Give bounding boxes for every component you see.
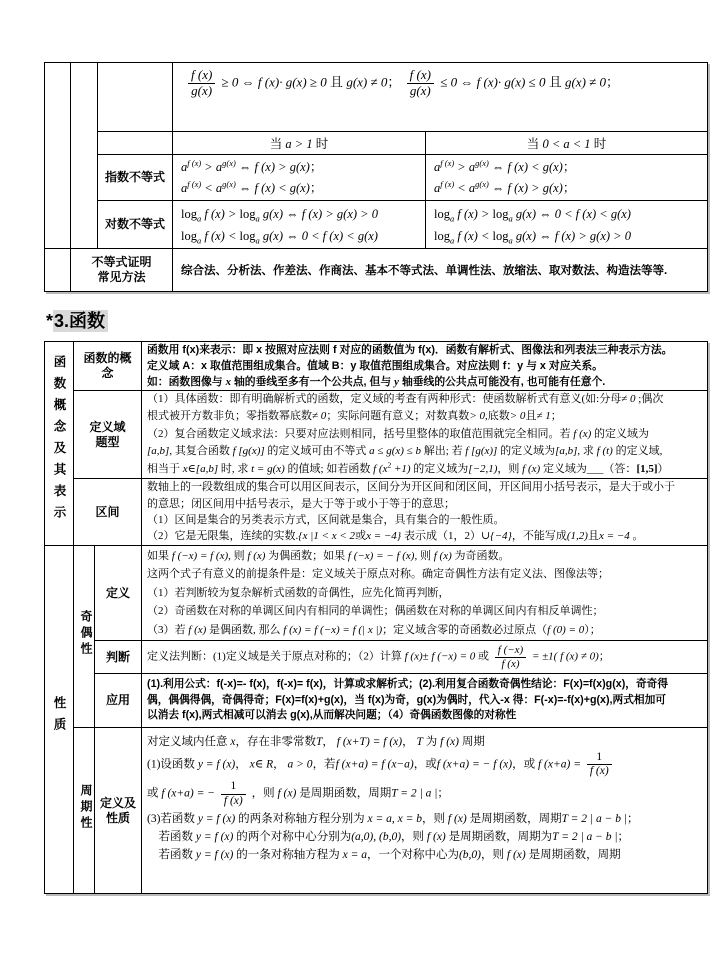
- concept-group-cell: [45, 342, 74, 546]
- interval-label: 区间: [74, 479, 142, 546]
- text-line: （1）区间是集合的另类表示方式，区间就是集合，具有集合的一般性质。: [147, 514, 505, 527]
- math-text: g(x): [409, 82, 431, 98]
- math-text: g(x): [222, 178, 236, 189]
- text-line: 不等式证明: [91, 255, 152, 269]
- text-line: 偶，偶偶得偶，奇偶得奇；F(x)=f(x)+g(x)，当 f(x)为奇，g(x)为偶时，代入-x 得：F(-x)=-f(x)+g(x),两式相加可: [147, 693, 666, 706]
- text-line: 或 f (x+a) = − $\frac{1}{f (x)}$ ，则 f (x) 是周期函数，周期T = 2 | a |；: [147, 780, 449, 807]
- math-text: a: [255, 235, 260, 245]
- logarithmic-inequality-label: 对数不等式: [98, 201, 173, 249]
- math-text: f (x+a) =: [537, 758, 584, 771]
- concept-group-label: 函数概念及其表示: [52, 355, 66, 528]
- text-line: 定义域 A：x 取值范围组成集合。值域 B：y 取值范围组成集合。对应法则 f：y 与 x 对应关系。: [147, 360, 603, 372]
- text-line: 的意思；闭区间用中括号表示，是大于等于或小于等于的意思；: [147, 497, 456, 510]
- math-text: f (x): [409, 67, 431, 82]
- concept-label: 函数的概念: [74, 342, 142, 391]
- math-text: ⇔ f (x) < g(x): [488, 159, 563, 174]
- math-text: > a: [201, 159, 223, 174]
- math-text: y: [394, 376, 399, 388]
- math-text: f (−x) = − f (x): [347, 550, 415, 563]
- fraction-denominator: [188, 84, 215, 99]
- exponential-left-cell: [173, 155, 426, 201]
- parity-definition-content: [142, 546, 708, 641]
- math-text: g(x): [475, 157, 489, 168]
- outer-spacer-cell-1: [45, 63, 71, 249]
- fraction: [495, 644, 526, 670]
- outer-spacer-cell-2: [71, 63, 98, 249]
- text-line: [434, 225, 703, 247]
- math-text: > a: [454, 159, 476, 174]
- math-text: ⇔ f (x) < g(x): [235, 180, 310, 195]
- fraction-numerator: [587, 751, 612, 765]
- text-line: （2）它是无限集，连续的实数.{x |1 < x < 2或x = −4} 表示成（1，2）∪{−4}，不能写成(1,2)且x = −4 。: [147, 530, 644, 543]
- parity-judge-row: [45, 641, 708, 674]
- math-text: 0 < a < 1: [539, 137, 594, 151]
- parity-judge-label: 判断: [95, 641, 142, 674]
- math-text: (b,0): [458, 848, 482, 861]
- period-row: [45, 728, 708, 894]
- math-text: f (x): [223, 794, 243, 807]
- period-group-cell: [74, 728, 95, 894]
- math-text: f (x)± f (−x) = 0: [404, 650, 476, 663]
- math-text: g(x) ⇔ 0 < f (x) < g(x): [512, 206, 631, 221]
- exponential-right-cell: [426, 155, 708, 201]
- math-text: a: [508, 235, 513, 245]
- math-text: f (x): [187, 178, 202, 189]
- concept-content: [142, 342, 708, 391]
- math-text: a: [181, 159, 188, 174]
- math-text: f (x): [440, 736, 459, 749]
- proof-methods-row: [45, 249, 708, 292]
- math-text: f (x): [426, 830, 446, 843]
- text-line: 如果 f (−x) = f (x), 则 f (x) 为偶函数；如果 f (−x) = − f (x), 则 f (x) 为奇函数。: [147, 550, 510, 563]
- math-text: f (x): [501, 657, 520, 670]
- text-line: [a,b], 其复合函数 f [g(x)] 的定义域可由不等式 a ≤ g(x) ≤ b 解出; 若 f [g(x)] 的定义域为[a,b], 求 f (t) 的定义域,: [147, 445, 663, 458]
- math-text: a ≤ g(x) ≤ b: [369, 445, 421, 458]
- text-line: 函数用 f(x)来表示：即 x 按照对应法则 f 对应的函数值为 f(x)．函数有解析式、图像法和列表法三种表示方法。: [147, 344, 673, 356]
- math-text: y = f (x): [195, 848, 234, 861]
- math-text: T = 2 | a − b |: [561, 812, 627, 825]
- text-line: 这两个式子有意义的前提条件是：定义域关于原点对称。确定奇偶性方法有定义法、图像法等；: [147, 568, 610, 581]
- math-text: > 0: [469, 410, 485, 423]
- property-group-cell: [45, 546, 74, 894]
- domain-content: [142, 391, 708, 479]
- math-text: ∪{−4}: [480, 530, 512, 543]
- fraction: [221, 780, 246, 807]
- text-line: $a^{f (x)} < a^{g(x)}$ ⇔ f (x) < g(x)；: [181, 178, 323, 195]
- case-a-greater-1: [173, 132, 426, 155]
- math-text: g(x) ⇔ 0 < f (x) < g(x): [259, 228, 378, 243]
- math-text: a: [434, 159, 441, 174]
- text-line: $a^{f (x)} > a^{g(x)}$ ⇔ f (x) < g(x)；: [434, 157, 576, 174]
- math-text: = ±1( f (x) ≠ 0): [529, 650, 599, 663]
- math-roman: 2: [387, 459, 392, 469]
- superscript: [222, 157, 236, 167]
- math-text: f (x+T) = f (x): [336, 736, 403, 749]
- math-text: f (x): [277, 787, 297, 800]
- math-text: f (x+a) = f (x−a): [335, 758, 414, 771]
- math-text: x = −4}: [366, 530, 402, 543]
- math-text: [−2,1): [468, 462, 498, 475]
- math-text: f [g(x)]: [232, 445, 265, 458]
- text-line: 如：函数图像与 x 轴的垂线至多有一个公共点, 但与 y 轴垂线的公共点可能没有, 也可能有任意个.: [147, 376, 606, 388]
- fraction-denominator: [495, 658, 526, 671]
- text-line: 当 0 < a < 1 时: [526, 137, 607, 151]
- math-text: f (x): [188, 623, 207, 636]
- math-text: < a: [201, 180, 223, 195]
- math-text: f (x): [247, 550, 266, 563]
- math-text: g(x) ≠ 0: [343, 74, 388, 90]
- math-text: f (−x) = f (x): [171, 550, 229, 563]
- math-roman: log: [492, 206, 509, 221]
- case-label-cell: [98, 132, 173, 155]
- proof-methods-label: [71, 249, 173, 292]
- math-text: g(x) ⇔ f (x) > g(x) > 0: [512, 228, 631, 243]
- math-text: f [g(x)]: [465, 445, 498, 458]
- math-text: x = −4: [598, 530, 630, 543]
- interval-row: [45, 479, 708, 546]
- math-text: a: [434, 180, 441, 195]
- math-text: f (x): [440, 157, 455, 168]
- fraction-numerator: [188, 68, 215, 84]
- math-text: a > 1: [282, 137, 316, 151]
- math-text: g(x): [475, 178, 489, 189]
- math-roman: 1: [230, 780, 237, 793]
- math-text: ≠ 0: [621, 393, 636, 405]
- math-text: > 0: [509, 410, 526, 423]
- text-line: 若函数 y = f (x) 的一条对称轴方程为 x = a，一个对称中心为(b,0)，则 f (x) 是周期函数，周期: [147, 848, 621, 861]
- math-text: f (x) <: [201, 228, 240, 243]
- domain-label: [74, 391, 142, 479]
- math-text: f (x): [191, 67, 213, 82]
- math-text: f (−x): [497, 643, 524, 656]
- math-text: a: [449, 213, 455, 223]
- math-roman: log: [239, 206, 256, 221]
- text-line: 综合法、分析法、作差法、作商法、基本不等式法、单调性法、放缩法、取对数法、构造法等等.: [181, 265, 668, 277]
- math-text: T = 2 | a − b |: [552, 830, 618, 843]
- math-text: T: [416, 736, 423, 749]
- property-group-label: 性质: [52, 695, 66, 739]
- function-table: [44, 341, 708, 894]
- fraction-inequality-cell: [173, 63, 708, 132]
- fraction-numerator: [221, 780, 246, 794]
- math-text: f (0) = 0: [547, 623, 585, 636]
- text-line: （1）若判断较为复杂解析式函数的奇偶性，应先化简再判断，: [147, 586, 450, 599]
- text-line: 定义域: [89, 419, 126, 434]
- text-line: （3）若 f (x) 是偶函数, 那么 f (x) = f (−x) = f (| x |)；定义域含零的奇函数必过原点（f (0) = 0）；: [147, 623, 601, 636]
- concept-row: [45, 342, 708, 391]
- text-line: (1).利用公式：f(-x)=- f(x)，f(-x)= f(x)，计算或求解析式；(2).利用复合函数奇偶性结论：F(x)=f(x)g(x)，奇奇得: [147, 678, 669, 691]
- math-text: f (x: [373, 462, 388, 475]
- interval-content: [142, 479, 708, 546]
- proof-spacer-cell: [45, 249, 71, 292]
- text-line: 数轴上的一段数组成的集合可以用区间表示，区间分为开区间和闭区间，开区间用小括号表示，是大于或小于: [147, 481, 676, 494]
- math-text: [a,b]: [555, 445, 578, 458]
- logarithmic-left-cell: [173, 201, 426, 249]
- text-line: 根式被开方数非负；零指数幂底数≠ 0；实际问题有意义；对数真数> 0,底数> 0且≠ 1；: [147, 410, 562, 423]
- superscript: [475, 157, 489, 167]
- text-line: 当 a > 1 时: [269, 137, 329, 151]
- parity-apply-label: 应用: [95, 674, 142, 728]
- proof-methods-content: [173, 249, 708, 292]
- parity-group-label: 奇偶性: [79, 610, 93, 659]
- math-text: x: [230, 736, 236, 749]
- math-roman: log: [181, 206, 197, 221]
- math-roman: log: [434, 206, 450, 221]
- math-roman: log: [492, 228, 509, 243]
- math-text: f (t): [596, 445, 613, 458]
- math-text: [a,b]: [147, 445, 170, 458]
- logarithmic-right-cell: [426, 201, 708, 249]
- fraction-denominator: [587, 765, 612, 778]
- exponential-inequality-label: 指数不等式: [98, 155, 173, 201]
- math-text: y = f (x): [197, 758, 236, 771]
- fraction-row-label-cell: [98, 63, 173, 132]
- math-roman: log: [434, 228, 450, 243]
- math-text: g(x): [191, 82, 213, 98]
- math-text: f (x+a) = − f (x): [436, 758, 513, 771]
- math-roman: 1: [596, 751, 603, 764]
- text-line: [181, 225, 421, 247]
- math-text: y = f (x): [195, 830, 234, 843]
- text-line: 相当于 x∈[a,b] 时, 求 t = g(x) 的值域; 如若函数 f $(x^2 +1)$ 的定义域为[−2,1)，则 f (x) 定义域为___（答：[1,5]）: [147, 459, 669, 475]
- math-text: f (x) <: [454, 228, 493, 243]
- text-line: [181, 203, 421, 225]
- parity-definition-label: 定义: [95, 546, 142, 641]
- math-text: a: [255, 213, 260, 223]
- superscript: [187, 178, 201, 188]
- superscript: [187, 157, 201, 167]
- math-text: ≠ 0: [312, 410, 327, 423]
- fraction-inequality-row: [45, 63, 708, 132]
- math-text: f (x) >: [454, 206, 493, 221]
- superscript: [440, 178, 454, 188]
- math-text: a: [196, 213, 202, 223]
- text-line: （2）奇函数在对称的单调区间内有相同的单调性；偶函数在对称的单调区间内有相反单调性；: [147, 605, 604, 618]
- fraction-numerator: [495, 644, 526, 658]
- math-text: f (x): [187, 157, 202, 168]
- math-text: f (x): [440, 178, 455, 189]
- math-text: f (x) = f (−x) = f (| x |): [283, 623, 383, 636]
- parity-judge-content: [142, 641, 708, 674]
- fraction: [407, 68, 434, 99]
- math-text: x = a, x = b: [367, 812, 422, 825]
- math-text: t = g(x): [251, 462, 285, 475]
- parity-apply-row: [45, 674, 708, 728]
- math-text: (a,0), (b,0): [351, 830, 402, 843]
- text-line: 性质: [106, 810, 131, 825]
- text-line: [434, 203, 703, 225]
- math-text: < a: [454, 180, 476, 195]
- period-content: [142, 728, 708, 894]
- text-line: $a^{f (x)} > a^{g(x)}$ ⇔ f (x) > g(x)；: [181, 157, 323, 174]
- math-text: T: [316, 736, 323, 749]
- text-line: (1)设函数 y = f (x)， x∈ R， a > 0，若f (x+a) = f (x−a)，或f (x+a) = − f (x)，或 f (x+a) = $\frac{1}{f (x)}$: [147, 751, 702, 778]
- superscript: [440, 157, 454, 167]
- math-text: y = f (x): [197, 812, 236, 825]
- text-line: 以消去 f(x),两式相减可以消去 g(x),从而解决问题；（4）奇偶函数图像的对称性: [147, 709, 517, 722]
- text-line: （2）复合函数定义域求法：只要对应法则相同，括号里整体的取值范围就完全相同。若 f (x) 的定义域为: [147, 427, 650, 440]
- fraction: [587, 751, 612, 778]
- math-text: f (x): [573, 427, 592, 440]
- math-text: ≠ 1: [536, 410, 551, 423]
- math-text: (1,2): [566, 530, 588, 543]
- math-text: f (x): [447, 812, 467, 825]
- math-text: a > 0: [287, 758, 313, 771]
- math-text: f (x): [522, 462, 541, 475]
- text-line: $a^{f (x)} < a^{g(x)}$ ⇔ f (x) > g(x)；: [434, 178, 576, 195]
- math-text: a: [508, 213, 513, 223]
- fraction-denominator: [407, 84, 434, 99]
- math-text: ≤ 0 ⇔ f (x)· g(x) ≤ 0: [436, 74, 549, 90]
- math-text: ≥ 0 ⇔ f (x)· g(x) ≥ 0: [218, 74, 331, 90]
- math-text: g(x) ≠ 0: [561, 74, 607, 90]
- fraction-numerator: [407, 68, 434, 84]
- math-text: a: [181, 180, 188, 195]
- fraction-denominator: [221, 795, 246, 808]
- parity-apply-content: [142, 674, 708, 728]
- period-label: [95, 728, 142, 894]
- math-roman: log: [181, 228, 197, 243]
- text-line: $\frac{f (x)}{g(x)}$ ≥ 0 ⇔ f (x)· g(x) ≥ 0 且 g(x) ≠ 0； $\frac{f (x)}{g(x)}$ ≤ 0 ⇔ f (x)· g(x) ≤ 0 且 g(x) ≠ 0；: [185, 68, 707, 99]
- math-text: f (x): [506, 848, 526, 861]
- math-text: x∈[a,b]: [182, 462, 219, 475]
- inequality-table: [44, 62, 708, 292]
- parity-definition-row: [45, 546, 708, 641]
- math-text: a: [449, 235, 455, 245]
- math-text: g(x): [222, 157, 236, 168]
- math-text: x = a: [342, 848, 367, 861]
- math-text: ⇔ f (x) > g(x): [235, 159, 310, 174]
- text-line: 常见方法: [97, 270, 146, 284]
- math-text: x: [225, 376, 231, 388]
- math-roman: log: [239, 228, 256, 243]
- text-line: 定义及: [100, 795, 137, 810]
- domain-row: [45, 391, 708, 479]
- parity-group-cell: [74, 546, 95, 728]
- math-text: +1): [391, 462, 411, 475]
- text-line: 定义法判断：(1)定义域是关于原点对称的；（2）计算 f (x)± f (−x) = 0 或 $\frac{f (-x)}{f (x)}$ = ±1( f (x) ≠ 0)；: [147, 643, 610, 670]
- math-text: f (x+a) = −: [161, 787, 218, 800]
- math-text: a: [196, 235, 202, 245]
- logarithmic-inequality-row: [45, 201, 708, 249]
- exponential-inequality-row: [45, 155, 708, 201]
- text-line: （1）具体函数：即有明确解析式的函数，定义域的考查有两种形式：使函数解析式有意义(如:分母≠ 0 ;偶次: [147, 393, 664, 405]
- text-line: 题型: [95, 434, 120, 449]
- section-heading: [46, 308, 108, 334]
- heading-title: 3.函数: [53, 310, 108, 332]
- text-line: 若函数 y = f (x) 的两个对称中心分别为(a,0), (b,0)，则 f (x) 是周期函数，周期为T = 2 | a − b |；: [147, 830, 630, 843]
- math-text: g(x) ⇔ f (x) > g(x) > 0: [259, 206, 378, 221]
- bold-text: [1,5]: [636, 462, 658, 475]
- fraction: [188, 68, 215, 99]
- math-text: ⇔ f (x) > g(x): [488, 180, 563, 195]
- superscript: [475, 178, 489, 188]
- case-header-row: [45, 132, 708, 155]
- case-a-between-0-1: [426, 132, 708, 155]
- math-text: f (x) >: [201, 206, 240, 221]
- math-text: f (x): [433, 550, 452, 563]
- text-line: 对定义域内任意 x，存在非零常数T， f (x+T) = f (x)， T 为 f (x) 周期: [147, 736, 485, 749]
- heading-star: *: [46, 311, 54, 331]
- text-line: (3)若函数 y = f (x) 的两条对称轴方程分别为 x = a, x = b，则 f (x) 是周期函数，周期T = 2 | a − b |；: [147, 812, 639, 825]
- math-text: {x |1 < x < 2: [298, 530, 356, 543]
- superscript: [222, 178, 236, 188]
- period-group-label: 周期性: [79, 784, 93, 833]
- math-text: f (x): [589, 765, 609, 778]
- math-text: T = 2 | a |: [391, 787, 438, 800]
- math-text: x∈ R: [249, 758, 274, 771]
